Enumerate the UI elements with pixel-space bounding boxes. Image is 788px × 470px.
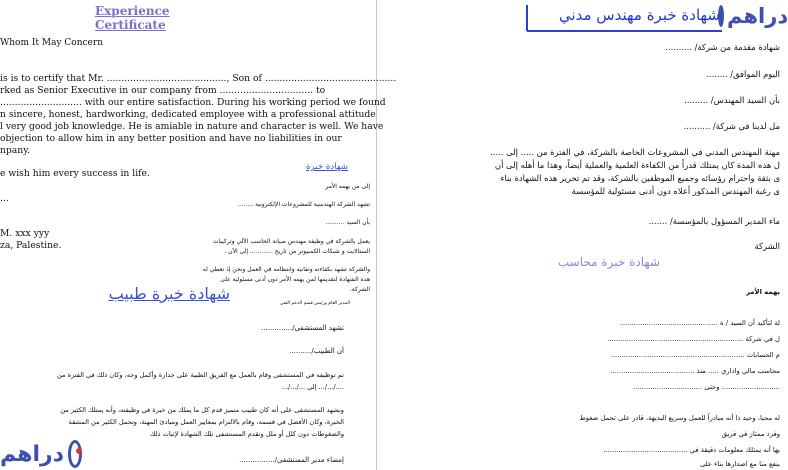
doctor-signature: إمضاء مدير المستشفى/................ xyxy=(239,456,344,464)
column-divider xyxy=(376,0,377,470)
civil-line: مهنة المهندس المدني في المشروعات الخاصة بالشركة، في الفترة من ..... إلى ..... xyxy=(490,147,780,157)
engineering-line: بأن السيد .......... xyxy=(325,219,370,226)
engineering-line: الستالايت و شبكات الكمبيوتر من تاريخ ............ إلى الآن . xyxy=(224,248,370,255)
accountant-line: ........................... وحتى ................................ xyxy=(633,383,780,391)
engineering-line: هذه الشهادة لتقديمها لمن يهمه الأمر دون أدنى مسئولية على xyxy=(220,276,370,283)
accountant-line: محاسب مالي واداري ..... منذ ....................................... xyxy=(610,367,780,375)
doctor-line: أن الطبيب/.......... xyxy=(289,347,344,355)
accountant-line: وفرد ممتاز في فريق xyxy=(721,430,780,438)
civil-engineer-cert-title: شهادة خبرة مهندس مدني xyxy=(558,6,720,24)
english-signatory-name: M. xxx yyy xyxy=(0,228,50,239)
english-salutation: Whom It May Concern xyxy=(0,38,103,48)
doctor-line: تشهد المستشفى/.............. xyxy=(261,324,344,332)
accountant-line: لة لتأكيد أن السيد / ة ............................................. xyxy=(620,319,780,327)
civil-line: ل هذه المدة كان يمتلك قدراً من الكفاءة العلمية والعملية أيضاً، وهذا ما أهله إلى أن xyxy=(494,160,780,170)
doctor-line: ونشهد المستشفى على أنه كان طبيب متميز قدم كل ما يملك من خبرة في وظيفته، وأنه يمتلك الكثير من xyxy=(60,406,344,414)
brand-logo-top: دراهم xyxy=(718,2,780,30)
doctor-cert-title: شهادة خبرة طبيب xyxy=(108,284,230,303)
english-body-line: rked as Senior Executive in our company from ................................ to xyxy=(0,85,326,96)
engineering-line: والشركة تشهد بكفاءته وتفانيه وانتظامه في العمل ونحن إذ نعطي له xyxy=(202,266,370,273)
accountant-line: له محبا، وجيد ذا أنه مبادراً للعمل وسريع البديهة، قادر على تحمل ضغوط xyxy=(579,414,780,422)
accountant-line: م الحسابات .............................................................. xyxy=(610,351,780,359)
english-body-line: n sincere, honest, hardworking, dedicated employee with a professional attitude xyxy=(0,109,376,120)
civil-line: اليوم الموافق/ ........ xyxy=(706,69,780,79)
engineering-line: تشهد الشركة الهندسية للمشروعات الإلكترونية ........ xyxy=(237,201,370,208)
brand-logo: دراهم xyxy=(0,438,82,470)
accountant-line: ينفع منا مع اصدارها بناء على xyxy=(699,460,780,468)
logo-ring-icon xyxy=(68,440,82,468)
civil-line: شهادة مقدمة من شركة/ .......... xyxy=(665,42,780,52)
accountant-line: يها أنه يمتلك معلومات دقيقة في ....................................... xyxy=(603,446,780,454)
english-body-line: objection to allow him in any better position and have no liabilities in our xyxy=(0,133,342,144)
english-closing-wish: e wish him every success in life. xyxy=(0,168,150,179)
civil-line: مل لدينا في شركة/ .......... xyxy=(683,121,780,131)
english-body-line: l very good job knowledge. He is amiable in nature and character is well. We have xyxy=(0,121,384,132)
engineering-cert-title: شهادة خبرة xyxy=(306,162,348,172)
english-certificate-title: Experience Certificate xyxy=(95,4,170,32)
civil-signature: ماء المدير المسؤول بالمؤسسة/ ....... xyxy=(648,216,780,226)
engineering-line: إلى من يهمه الأمر xyxy=(325,183,370,190)
civil-company-label: الشركة xyxy=(754,241,780,251)
title-bracket xyxy=(526,5,528,31)
accountant-line: يهمه الأمر xyxy=(746,288,780,296)
doctor-line: والضغوطات دون كلل أو ملل وتقدم المستشفى تلك الشهادة لإثبات ذلك xyxy=(150,430,344,438)
doctor-line: تم توظيفه في المستشفى وقام بالعمل مع الفريق الطبية على جدارة وأكمل وجه، وكان ذلك في الفترة من xyxy=(57,371,344,379)
english-signatory-place: za, Palestine. xyxy=(0,240,62,251)
civil-line: ى رغبة المهندس المذكور أعلاه دون أدنى مسئولية للمؤسسة xyxy=(571,186,780,196)
engineering-line: يعمل بالشركة في وظيفة مهندس صيانة الحاسب الآلي وتركيبات xyxy=(212,238,370,245)
engineering-signature: المدير العام ورئيس قسم الدعم الفني xyxy=(280,301,350,306)
civil-line: ى بثقة واحترام رؤسائه وجميع الموظفين بالشركة، وقد تم تحرير هذه الشهادة بناء xyxy=(500,173,780,183)
english-body-line: npany. xyxy=(0,145,31,156)
title-underline xyxy=(527,30,722,32)
english-body-line: ............................ with our entire satisfaction. During his working period we found xyxy=(0,97,386,108)
civil-line: بأن السيد المهندس/ ......... xyxy=(684,95,780,105)
english-dots: ... xyxy=(0,193,9,204)
accountant-cert-title: شهادة خبرة محاسب xyxy=(557,255,660,269)
engineering-line: الشركة. xyxy=(349,286,370,293)
accountant-line: ل في شركة ............................................................... xyxy=(607,335,780,343)
doctor-line: ..../.../... إلى .../.../... xyxy=(281,383,344,391)
doctor-line: الخبرة، وكان الأفضل في قسمه، وقام بالالتزام بمعايير العمل ومبادئ المهنة، وتحمل الكثير من المشقة xyxy=(68,418,344,426)
english-body-line: is is to certify that Mr. ........................................., Son of ............................................. xyxy=(0,73,397,84)
